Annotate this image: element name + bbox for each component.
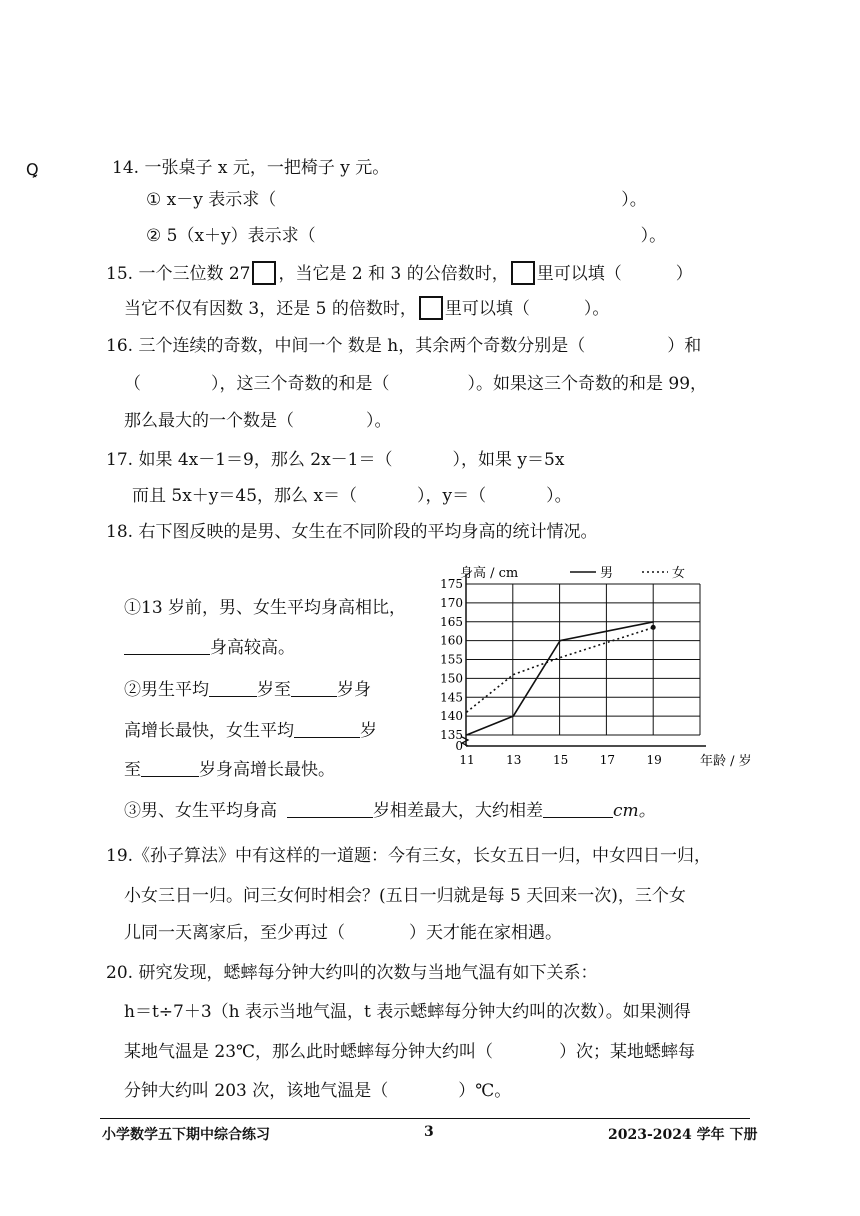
- data-point: [651, 625, 656, 630]
- y-tick-labels: [440, 577, 463, 753]
- q14-sub1: ① x－y 表示求（ ）。: [146, 190, 647, 210]
- x-tick-label: 15: [552, 753, 569, 767]
- q18-part3: ③男、女生平均身高 岁相差最大，大约相差 cm。: [124, 801, 656, 821]
- digit-box[interactable]: [511, 261, 535, 285]
- q20-line2: h＝t÷7＋3（h 表示当地气温，t 表示蟋蟀每分钟大约叫的次数）。如果测得: [124, 1002, 691, 1022]
- q17-line1: 17. 如果 4x－1＝9，那么 2x－1＝（ ），如果 y＝5x: [106, 450, 565, 470]
- x-tick-label: 19: [646, 753, 662, 767]
- height-line-chart: [420, 560, 765, 780]
- q20-line3: 某地气温是 23℃，那么此时蟋蟀每分钟大约叫（ ）次；某地蟋蟀每: [124, 1042, 696, 1062]
- answer-blank[interactable]: [124, 638, 210, 655]
- digit-box[interactable]: [419, 296, 443, 320]
- x-tick-label: 17: [599, 753, 616, 767]
- answer-blank[interactable]: [543, 801, 613, 818]
- q20-line4: 分钟大约叫 203 次，该地气温是（ ）℃。: [124, 1081, 512, 1101]
- x-tick-label: 11: [459, 753, 475, 767]
- y-tick-label: 140: [440, 709, 463, 724]
- q18-part1b: 身高较高。: [124, 637, 295, 659]
- y-tick-label: 0: [455, 739, 463, 753]
- y-tick-label: 160: [440, 633, 463, 648]
- margin-mark: Ꝗ: [26, 160, 39, 179]
- x-axis-label: 年龄 / 岁: [700, 754, 752, 769]
- y-tick-label: 155: [440, 652, 463, 667]
- q15-line1: 15. 一个三位数 27 ，当它是 2 和 3 的公倍数时， 里可以填（ ）: [106, 261, 693, 285]
- y-axis-label: 身高 / cm: [460, 566, 519, 581]
- q20-line1: 20. 研究发现，蟋蟀每分钟大约叫的次数与当地气温有如下关系：: [106, 963, 598, 983]
- y-tick-label: 165: [440, 614, 463, 629]
- y-tick-label: 170: [440, 595, 463, 610]
- q16-line1: 16. 三个连续的奇数，中间一个 数是 h，其余两个奇数分别是（ ）和: [106, 336, 702, 356]
- q16-line3: 那么最大的一个数是（ ）。: [124, 411, 392, 431]
- q19-line2: 小女三日一归。问三女何时相会？(五日一归就是每 5 天回来一次)，三个女: [124, 886, 686, 906]
- answer-blank[interactable]: [291, 680, 337, 697]
- q18-stem: 18. 右下图反映的是男、女生在不同阶段的平均身高的统计情况。: [106, 522, 598, 542]
- page-number: 3: [424, 1124, 434, 1140]
- q15-line2: 当它不仅有因数 3，还是 5 的倍数时， 里可以填（ ）。: [124, 296, 609, 320]
- x-tick-labels: [459, 753, 661, 767]
- y-tick-label: 145: [440, 690, 463, 705]
- y-tick-label: 135: [440, 728, 463, 742]
- q14-sub2: ② 5（x＋y）表示求（ ）。: [146, 226, 667, 246]
- q19-line1: 19.《孙子算法》中有这样的一道题：今有三女，长女五日一归，中女四日一归，: [106, 846, 712, 866]
- footer-rule: [100, 1118, 750, 1119]
- x-tick-label: 13: [506, 753, 522, 767]
- chart-legend: [570, 566, 685, 581]
- digit-box[interactable]: [252, 261, 276, 285]
- q17-line2: 而且 5x＋y＝45，那么 x＝（ ），y＝（ ）。: [132, 486, 572, 506]
- y-tick-label: 175: [440, 577, 463, 591]
- q18-part2b: 高增长最快，女生平均 岁: [124, 721, 377, 741]
- answer-blank[interactable]: [294, 721, 360, 738]
- q18-part2c: 至 岁身高增长最快。: [124, 760, 335, 780]
- answer-blank[interactable]: [209, 680, 257, 697]
- legend-label: 女: [672, 566, 686, 581]
- q18-part2: ②男生平均 岁至 岁身: [124, 680, 371, 700]
- legend-label: 男: [600, 566, 614, 581]
- chart-grid: [462, 574, 706, 746]
- y-tick-label: 150: [440, 671, 463, 686]
- footer-left: 小学数学五下期中综合练习: [102, 1127, 270, 1143]
- answer-blank[interactable]: [141, 760, 199, 777]
- q18-part1: ①13 岁前，男、女生平均身高相比，: [124, 598, 407, 618]
- q16-line2: （ ），这三个奇数的和是（ ）。如果这三个奇数的和是 99，: [124, 374, 708, 394]
- q14-stem: 14. 一张桌子 x 元，一把椅子 y 元。: [112, 158, 390, 178]
- q19-line3: 儿同一天离家后，至少再过（ ）天才能在家相遇。: [124, 923, 562, 943]
- footer-right: 2023-2024 学年 下册: [608, 1127, 758, 1143]
- answer-blank[interactable]: [287, 801, 373, 818]
